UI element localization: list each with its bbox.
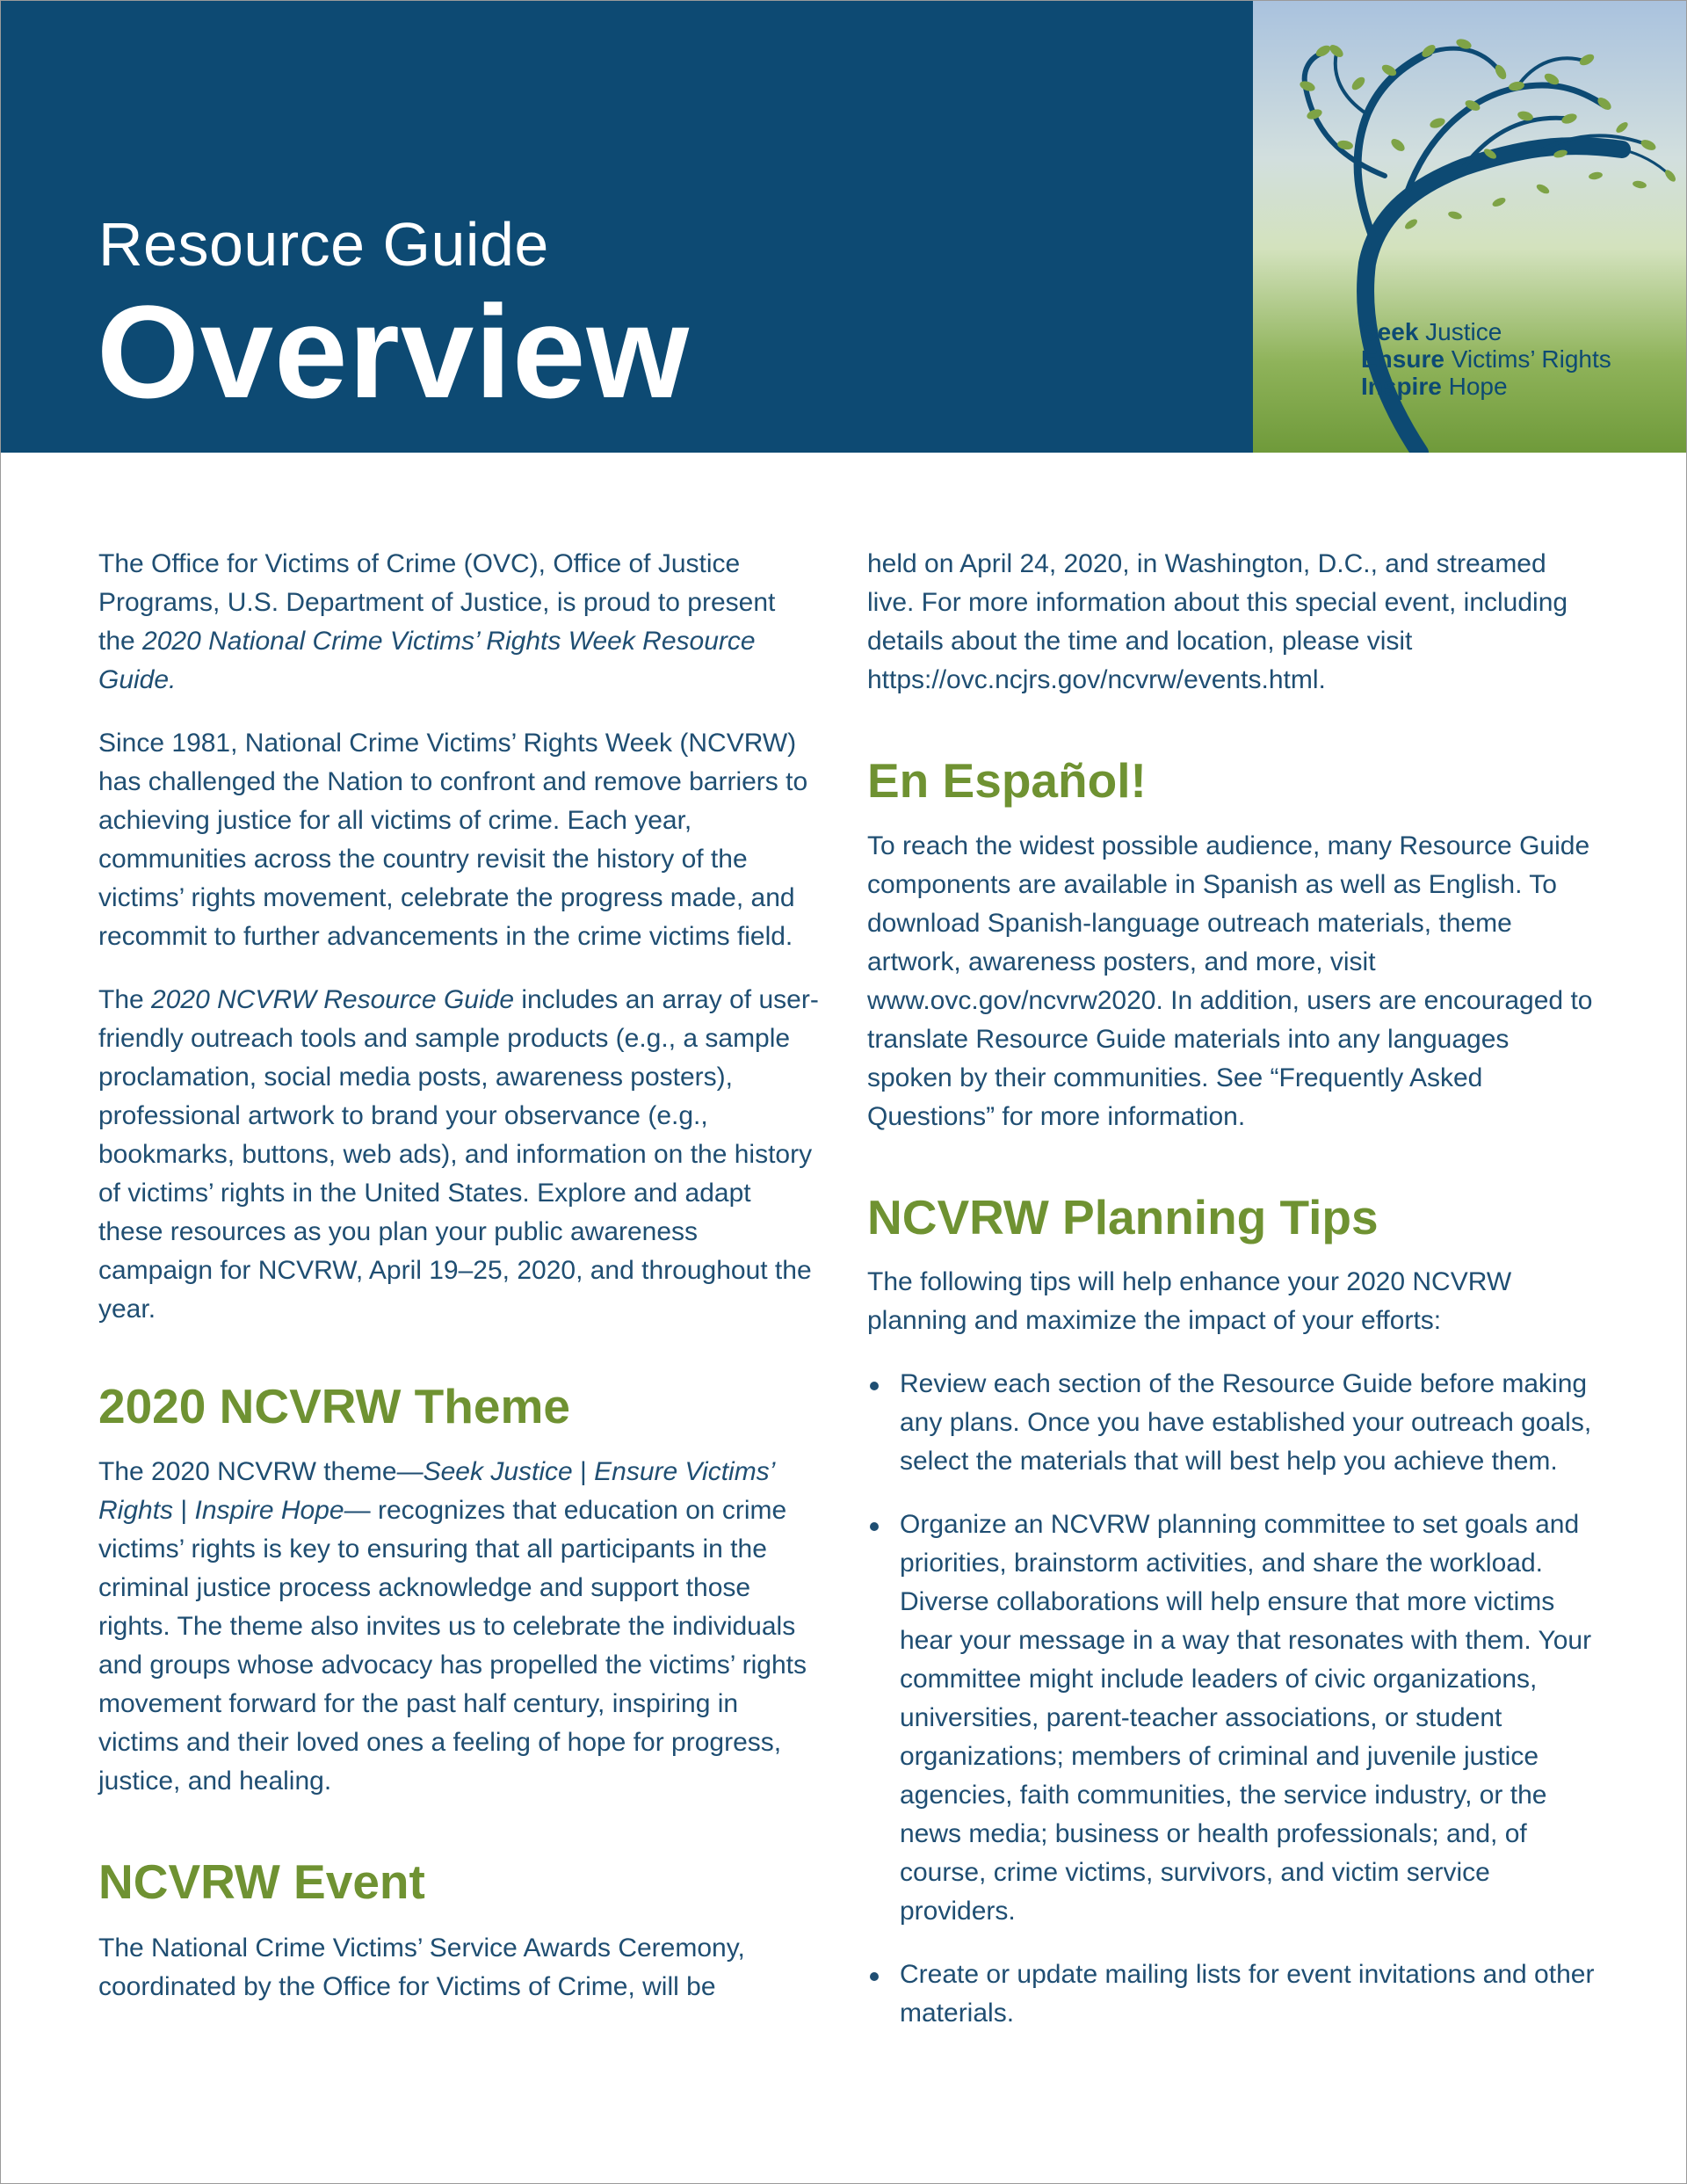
planning-tips-heading: NCVRW Planning Tips <box>867 1189 1379 1244</box>
theme-ensure: Ensure Victims’ Rights <box>98 1456 774 1525</box>
tagline-bold: Seek <box>1361 318 1419 345</box>
tagline-bold: Inspire <box>1361 373 1442 400</box>
tagline-rest: Victims’ Rights <box>1444 345 1611 373</box>
theme-heading: 2020 NCVRW Theme <box>98 1379 570 1433</box>
right-column <box>867 545 1596 2057</box>
resources-text-a: The <box>98 985 152 1014</box>
tagline-bold: Ensure <box>1361 345 1444 373</box>
espanol-paragraph: To reach the widest possible audience, many Resource Guide components are available in Spanish as well as English. To download Spanish-language outreach materials, theme artwork, awareness posters, and more, visit www.ovc.gov/ncvrw2020. In addition, users are encouraged to translate Resource Guide materials into any languages spoken by their communities. See “Frequently Asked Questions” for more information. <box>867 831 1593 1131</box>
theme-tagline <box>1361 318 1611 400</box>
espanol-heading: En Español! <box>867 753 1147 808</box>
list-item: Organize an NCVRW planning committee to set goals and priorities, brainstorm activities, and share the workload. Diverse collaborations will help ensure that more victims hear your message in a way that resonates with them. Your committee might include leaders of civic organizations, universities, parent-teacher associations, or student organizations; members of criminal and juvenile justice agencies, faith communities, the service industry, or the news media; business or health professionals; and, of course, crime victims, survivors, and victim service providers. <box>867 1506 1596 1931</box>
theme-logo <box>1253 0 1687 453</box>
theme-paragraph <box>98 1453 819 1801</box>
resources-text-b: includes an array of user-friendly outreach tools and sample products (e.g., a sample proclamation, social media posts, awareness posters), professional artwork to brand your observance (e.g., bookmarks, buttons, web ads), and information on the history of victims’ rights in the United States. Explore and adapt these resources as you plan your public awareness campaign for NCVRW, April 19–25, 2020, and throughout the year. <box>98 985 819 1324</box>
theme-text-a: The 2020 NCVRW theme— <box>98 1456 424 1486</box>
theme-inspire: Inspire Hope <box>194 1495 344 1525</box>
theme-sep: | <box>572 1456 595 1486</box>
tagline-rest: Justice <box>1418 318 1502 345</box>
resources-guide-title: 2020 NCVRW Resource Guide <box>151 985 514 1014</box>
list-item: Review each section of the Resource Guide before making any plans. Once you have established your outreach goals, select the materials that will best help you achieve them. <box>867 1365 1596 1481</box>
list-item: Create or update mailing lists for event invitations and other materials. <box>867 1955 1596 2033</box>
left-column <box>98 545 819 2031</box>
event-heading: NCVRW Event <box>98 1854 425 1909</box>
history-paragraph: Since 1981, National Crime Victims’ Rights Week (NCVRW) has challenged the Nation to confront and remove barriers to achieving justice for all victims of crime. Each year, communities across the country revisit the history of the victims’ rights movement, celebrate the progress made, and recommit to further advancements in the crime victims field. <box>98 729 808 951</box>
event-paragraph: The National Crime Victims’ Service Awards Ceremony, coordinated by the Office for Victims of Crime, will be <box>98 1934 745 2001</box>
resources-paragraph <box>98 981 819 1329</box>
event-paragraph-continued: held on April 24, 2020, in Washington, D.C., and streamed live. For more information about this special event, including details about the time and location, please visit https://ovc.ncjrs.gov/ncvrw/events.html. <box>867 549 1568 694</box>
planning-tips-list <box>867 1365 1596 2033</box>
guide-title: 2020 National Crime Victims’ Rights Week Resource Guide. <box>98 627 756 694</box>
page-title: Overview <box>97 278 691 425</box>
intro-paragraph <box>98 545 819 700</box>
planning-tips-intro: The following tips will help enhance your 2020 NCVRW planning and maximize the impact of your efforts: <box>867 1267 1512 1335</box>
header-banner <box>0 0 1253 453</box>
theme-text-b: — recognizes that education on crime victims’ rights is key to ensuring that all participants in the criminal justice process acknowledge and support those rights. The theme also invites us to celebrate the individuals and groups whose advocacy has propelled the victims’ rights movement forward for the past half century, inspiring in victims and their loved ones a feeling of hope for progress, justice, and healing. <box>98 1495 807 1796</box>
theme-seek: Seek Justice <box>423 1456 573 1486</box>
intro-text: The Office for Victims of Crime (OVC), Office of Justice Programs, U.S. Department of Justice, is proud to present the <box>98 549 776 656</box>
header-kicker: Resource Guide <box>98 210 549 279</box>
tagline-rest: Hope <box>1441 373 1508 400</box>
theme-sep: | <box>173 1495 195 1525</box>
